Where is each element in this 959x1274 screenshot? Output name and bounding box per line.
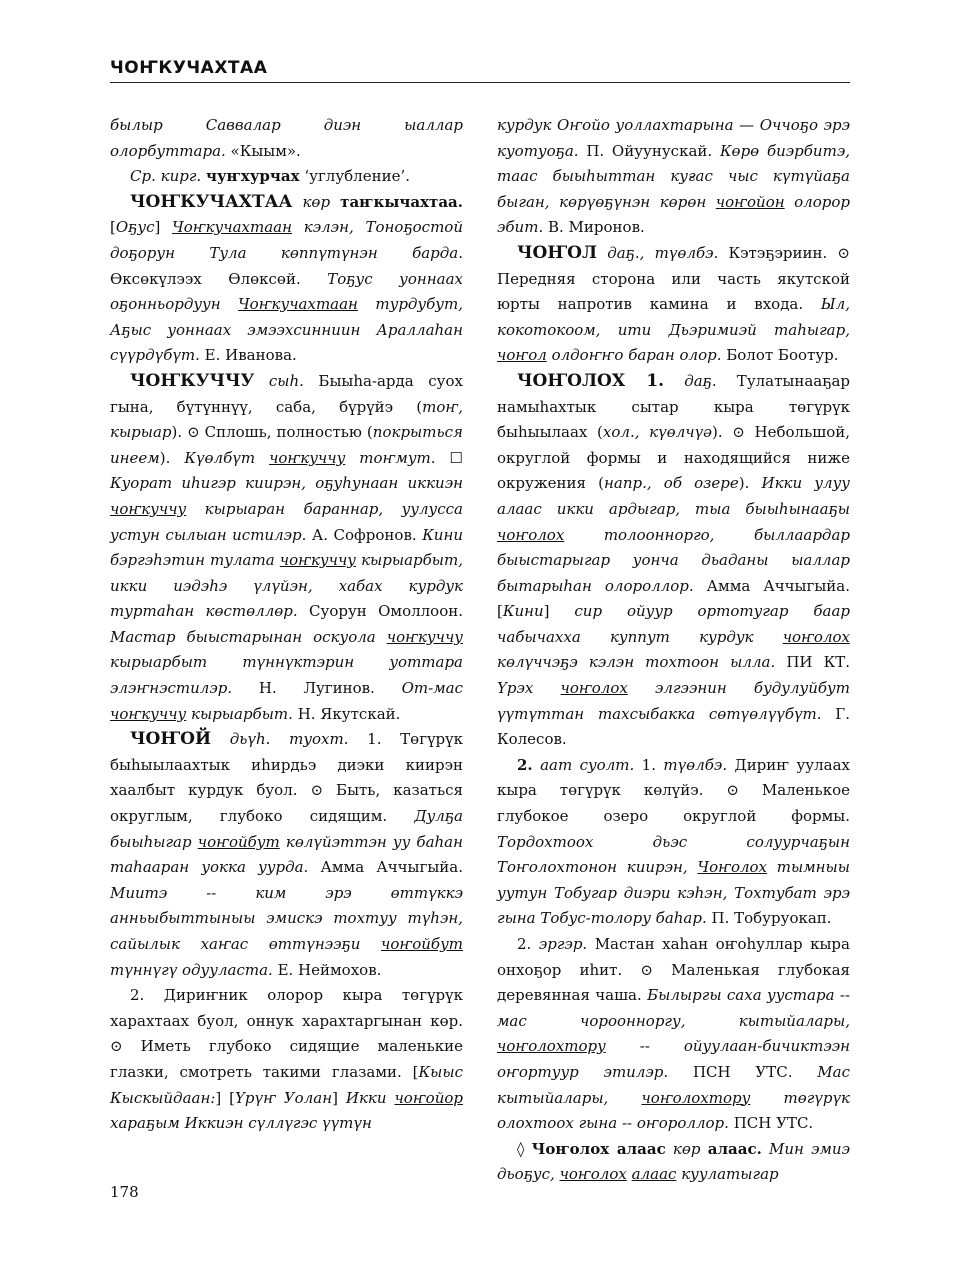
marker-symbol: ⊙ — [732, 423, 745, 442]
dictionary-paragraph — [110, 164, 463, 190]
italic-text: куулатыгар — [676, 1165, 779, 1184]
underlined-example: чоҥолох — [559, 1165, 627, 1184]
dictionary-paragraph — [110, 983, 463, 1137]
dictionary-paragraph — [110, 369, 463, 727]
running-head-title: ЧОҤКУЧАХТАА — [110, 58, 268, 78]
text-segment: Н. Якутскай. — [292, 704, 401, 723]
text-segment: ). — [159, 448, 185, 467]
dictionary-paragraph — [110, 113, 463, 164]
text-segment — [524, 1140, 531, 1158]
text-segment: Иметь глубоко сидящие маленькие глазки, смотреть такими глазами. [ — [110, 1037, 463, 1081]
italic-text: Икки улуу алаас икки ардыгар, тыа быыһынааҕы — [497, 474, 850, 518]
italic-text: Ср. кирг. — [130, 167, 202, 186]
headword: ЧОҤКУЧЧУ — [130, 370, 255, 391]
dictionary-paragraph — [497, 369, 850, 753]
text-segment — [255, 449, 269, 467]
italic-text: тоҥ, кырыар — [110, 397, 463, 442]
text-segment: Н. Лугинов. — [232, 679, 402, 698]
text-segment: ). — [738, 474, 762, 493]
underlined-example: чоҥол — [497, 346, 547, 365]
underlined-example: чоҥкуччу — [110, 499, 187, 518]
italic-text: кэлэн, Тоноҕостой доҕорун Тула көппүтүнэн барда. — [110, 218, 463, 262]
italic-text: Миитэ -- ким эрэ өттүккэ анньыбыттыныы эмискэ тохтуу түһэн, сайылык хаҥас өттүнээҕи — [110, 883, 463, 953]
underlined-example: Чоҥолох — [697, 858, 768, 877]
marker-symbol: ⊙ — [726, 781, 739, 800]
headword: ЧОҤОЛ — [517, 242, 598, 263]
dictionary-paragraph — [110, 727, 463, 983]
italic-text: Былыргы саха уустара -- мас чороонноргу, кытыйалары, — [497, 986, 851, 1030]
underlined-example: Чоҥкучахтаан — [172, 218, 292, 237]
italic-text: Куорат иһигэр киирэн, оҕуһунаан иккиэн — [110, 474, 463, 493]
italic-text: көр — [292, 192, 331, 211]
text-segment: А. Софронов. — [306, 525, 423, 544]
italic-text: көлүччэҕэ кэлэн тохтоон ылла. — [497, 653, 776, 672]
text-segment: ] — [332, 1088, 346, 1107]
underlined-example: чоҥолохтору — [497, 1037, 606, 1056]
marker-symbol: ☐ — [449, 448, 463, 467]
italic-text: Кини бэргэһэтин тулата — [110, 525, 463, 570]
headword: ЧОҤКУЧАХТАА — [130, 191, 293, 212]
italic-text: Тоҕус уоннаах оҕонньордуун — [110, 269, 463, 314]
text-segment: Суорун Омоллоон. — [297, 602, 463, 621]
text-segment: Е. Иванова. — [199, 346, 297, 365]
italic-text: кырыаран бараннар, уулусса устун сылыан истилэр. — [110, 499, 463, 544]
text-segment: 1. — [634, 755, 664, 774]
underlined-example: чоҥкуччу — [386, 627, 463, 646]
italic-text: Мастар быыстарынан оскуола — [110, 627, 376, 646]
text-segment — [706, 193, 716, 211]
text-segment: Маленькая глубокая деревянная чаша. — [497, 960, 850, 1005]
text-segment: Маленькое глубокое озеро округлой формы. — [497, 781, 850, 826]
italic-text: көлүйэттэн уу баһан таһааран уокка уурда. — [110, 832, 463, 877]
dictionary-paragraph — [497, 753, 850, 932]
bold-term: алаас. — [707, 1139, 762, 1158]
dictionary-paragraph — [497, 113, 850, 241]
text-segment: ‘углубление’. — [299, 167, 410, 186]
italic-text: Кини — [502, 602, 544, 621]
marker-symbol: ⊙ — [187, 423, 200, 442]
underlined-example: Чоҥкучахтаан — [238, 295, 358, 314]
page-number: 178 — [110, 1183, 139, 1201]
italic-text: Көрө биэрбитэ, таас быыһыттан куғас чыс күтүйаҕа быган, көрүөҕүнэн көрөн — [497, 141, 850, 211]
text-segment: Мастан хаһан оҥоһуллар кыра онхоҕор иһит. — [497, 935, 850, 979]
text-segment — [688, 858, 698, 876]
italic-text: кырыарбыт, икки иэдэһэ үлүйэн, хабах курдук туртаһан көстөллөр. — [110, 551, 463, 621]
dictionary-paragraph — [497, 241, 850, 369]
italic-text: Тордохтоох дьэс солуурчаҕын Тоҥолохтонон киирэн, — [497, 832, 850, 877]
text-segment: Кэтэҕэриин. — [718, 243, 838, 262]
left-column — [110, 113, 463, 1137]
dictionary-paragraph — [497, 1137, 850, 1188]
text-segment: Дириҥ уулаах кыра төгүрүк көлүйэ. — [497, 755, 850, 800]
marker-symbol: ⊙ — [310, 781, 324, 800]
headword: ЧОҤОЛОХ 1. — [517, 370, 665, 391]
italic-text: дьүһ. туохт. — [211, 730, 349, 749]
text-segment: ] — [154, 218, 173, 237]
text-segment — [701, 1140, 708, 1158]
italic-text: кырыарбыт. — [186, 704, 293, 723]
italic-text: даҕ. — [664, 371, 717, 390]
underlined-example: чоҥкуччу — [110, 704, 187, 723]
dictionary-paragraph — [110, 190, 463, 369]
text-segment: Быыһа-арда суох гына, бүтүннүү, саба, бүрүйэ ( — [110, 371, 463, 416]
text-segment: Өксөкүлээх Өлөксөй. — [110, 269, 328, 288]
underlined-example: чоҥойон — [715, 192, 785, 211]
text-segment: ). — [712, 423, 733, 442]
italic-text: тоҥмут. — [345, 448, 436, 467]
underlined-example: чоҥойор — [394, 1088, 463, 1107]
text-segment: Амма Аччыгыйа. — [308, 858, 463, 877]
text-segment: Передняя сторона или часть якутской юрты напротив камина и входа. — [497, 269, 850, 314]
header-rule — [110, 82, 850, 83]
italic-text: тымныы уутун Тобугар диэри кэһэн, Тохтубат эрэ гына Тобус-толору баһар. — [497, 858, 850, 928]
bold-term: Чоҥолох алаас — [531, 1139, 666, 1158]
text-segment: ] [ — [215, 1088, 236, 1107]
text-segment: П. Ойуунускай. — [578, 141, 720, 160]
text-segment — [533, 679, 560, 697]
italic-text: хол., күөлчүә — [602, 423, 713, 442]
underlined-example: чоҥкуччу — [269, 448, 346, 467]
italic-text: сыһ. — [254, 371, 304, 390]
italic-text: Икки — [345, 1088, 387, 1107]
text-segment — [436, 449, 450, 467]
marker-symbol: ◊ — [517, 1139, 525, 1158]
italic-text: Мин эмиэ дьоҕус, — [497, 1139, 850, 1184]
text-segment — [376, 628, 387, 646]
text-segment — [608, 1089, 641, 1107]
text-segment: «Кыым». — [225, 141, 301, 160]
italic-text: Ыл, кокотокоом, ити Дьэримиэй таһыгар, — [497, 295, 850, 339]
italic-text: эргэр. — [538, 935, 588, 953]
italic-text: Дулҕа быыһыгар — [110, 807, 463, 851]
italic-text: курдук Оҥойо уоллахтарына — Оччоҕо эрэ куотуоҕа. — [497, 116, 850, 160]
underlined-example: алаас — [631, 1165, 677, 1184]
text-segment: [ — [110, 218, 116, 237]
marker-symbol: ⊙ — [837, 243, 850, 262]
headword: ЧОҤОЙ — [130, 729, 212, 750]
text-segment: ПСН УТС. — [728, 1114, 814, 1133]
italic-text: Үрүҥ Уолан — [235, 1088, 333, 1107]
right-column — [497, 113, 850, 1188]
italic-text: төгүрүк олохтоох гына -- оҥороллор. — [497, 1088, 850, 1133]
italic-text: Үрэх — [497, 679, 534, 698]
text-segment: Сплошь, полностью ( — [199, 423, 373, 442]
text-segment — [330, 193, 340, 211]
italic-text: напр., об озере — [604, 474, 739, 493]
underlined-example: чоҥолох — [782, 627, 850, 646]
italic-text: толоонноргo, быллаардар быыстарыгар уонча дьаданы ыаллар бытарыһан олороллор. — [497, 525, 850, 595]
text-segment: Е. Неймохов. — [272, 960, 382, 979]
italic-text: түннүгү одууласта. — [110, 960, 273, 979]
text-segment: ПСН УТС. — [668, 1062, 818, 1081]
underlined-example: чоҥолох — [560, 679, 628, 698]
text-segment: Тулатынааҕар намыһахтык сытар кыра төгүрүк быһыылаах ( — [497, 371, 850, 442]
text-segment: ПИ КТ. — [775, 653, 850, 672]
text-segment: Г. Колесов. — [497, 704, 850, 749]
italic-text: элгээнин будулуйбут үүтүттан тахсыбакка сөтүөлүүбүт. — [497, 679, 850, 723]
text-segment: ] — [543, 602, 575, 621]
running-header — [110, 56, 850, 83]
underlined-example: чоҥолох — [497, 525, 565, 544]
text-segment: Амма Аччыгыйа. [ — [497, 576, 851, 621]
italic-text: Оҕус — [115, 218, 155, 237]
marker-symbol: ⊙ — [110, 1037, 123, 1056]
text-segment: Болот Боотур. — [721, 346, 839, 365]
italic-text: былыр Саввалар диэн ыаллар олорбуттара. — [110, 116, 463, 160]
italic-text: Мас кытыйалары, — [497, 1062, 850, 1107]
bold-term: таҥкычахтаа. — [340, 192, 463, 211]
underlined-example: чоҥкуччу — [279, 551, 356, 570]
text-segment — [221, 295, 238, 313]
italic-text: олорор эбит. — [497, 192, 850, 237]
italic-text: -- ойуулаан-бичиктээн оҥортуур этилэр. — [497, 1037, 850, 1081]
text-segment: ). — [171, 423, 188, 442]
italic-text: аат суолт. — [532, 755, 635, 774]
text-segment: В. Миронов. — [543, 218, 645, 237]
underlined-example: чоҥолохтору — [641, 1088, 751, 1107]
text-segment: 2. Дириҥник олорор кыра төгүрүк харахтаах буол, оннук харахтаргынан көр. — [110, 986, 463, 1030]
text-segment: 2. — [517, 935, 539, 953]
bold-term: 2. — [517, 755, 533, 774]
text-segment: Небольшой, округлой формы и находящийся ниже окружения ( — [497, 423, 850, 493]
text-segment — [754, 628, 783, 646]
italic-text: олдоҥҥо баран олор. — [546, 346, 722, 365]
italic-text: көр — [665, 1139, 701, 1158]
text-segment: Быть, казаться округлым, глубоко сидящим. — [110, 781, 463, 826]
underlined-example: чоҥойбут — [197, 832, 280, 851]
italic-text: түөлбэ. — [663, 755, 728, 774]
italic-text: От-мас — [401, 679, 463, 698]
italic-text: даҕ., түөлбэ. — [597, 243, 719, 262]
italic-text: Кыыс Кыскыйдаан: — [110, 1062, 463, 1107]
italic-text: турдубут, Аҕыс уоннаах эмээхсинниин Араллаһан сүүрдүбүт. — [110, 295, 463, 365]
italic-text: сир ойуур ортотугар баар чабычахха куппут курдук — [497, 602, 850, 646]
text-segment: 1. Төгүрүк быһыылаахтык иһирдьэ диэки киирэн хаалбыт курдук буол. — [110, 730, 463, 800]
italic-text: кырыарбыт түннүктэрин уоттара элэҥнэстилэр. — [110, 653, 463, 698]
marker-symbol: ⊙ — [640, 960, 653, 979]
italic-text: покрыться инеем — [110, 423, 463, 467]
text-segment — [360, 935, 381, 953]
italic-text: Күөлбүт — [184, 448, 256, 467]
underlined-example: чоҥойбут — [381, 935, 463, 953]
text-segment: П. Тобуруокап. — [706, 909, 832, 928]
bold-term: чуҥхурчах — [205, 167, 300, 186]
dictionary-paragraph — [497, 932, 850, 1137]
italic-text: хараҕым Иккиэн сүллүгэс үүтүн — [110, 1114, 372, 1133]
